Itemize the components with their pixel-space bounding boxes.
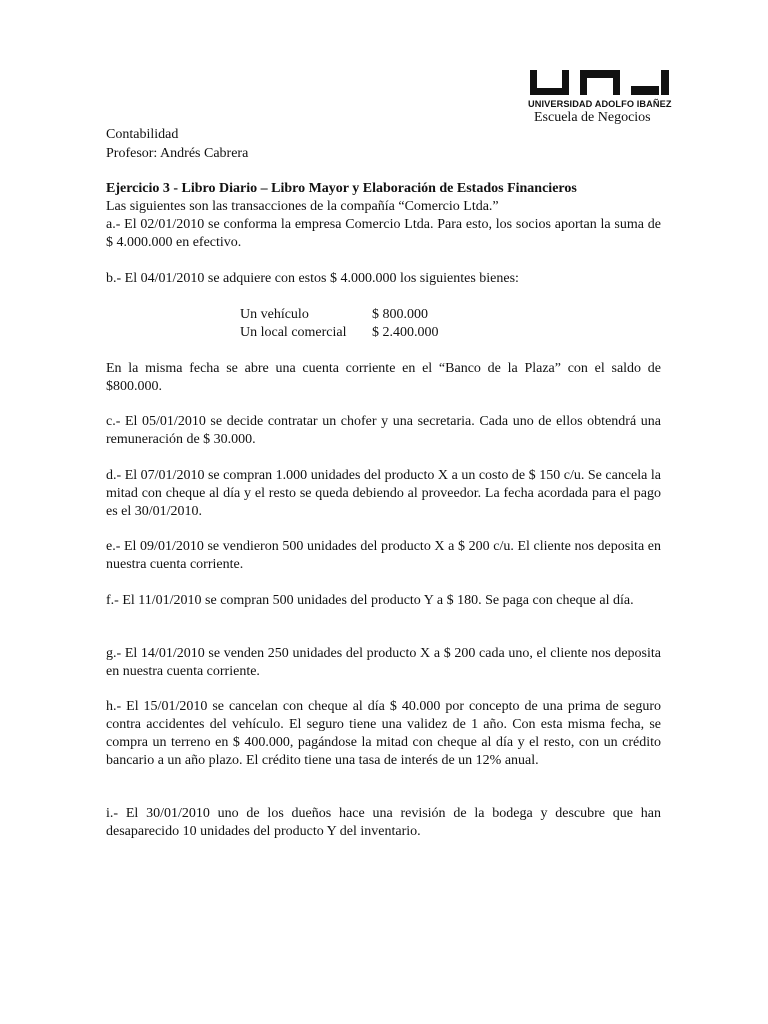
item-h: h.- El 15/01/2010 se cancelan con cheque al día $ 40.000 por concepto de una prima de seguro contra accidentes del vehículo. El seguro tiene una validez de 1 año. Con esta misma fecha, se compra un terreno en $ 400.000, pagándose la mitad con cheque al día y el resto, con un crédito bancario a un año plazo. El crédito tiene una tasa de interés de un 12% anual. xyxy=(106,699,661,768)
item-d: d.- El 07/01/2010 se compran 1.000 unidades del producto X a un costo de $ 150 c/u. Se cancela la mitad con cheque al día y el resto se queda debiendo al proveedor. La fecha acordada para el pago es el 30/01/2010. xyxy=(106,468,661,519)
asset-row xyxy=(240,324,439,342)
item-f: f.- El 11/01/2010 se compran 500 unidades del producto Y a $ 180. Se paga con cheque al día. xyxy=(106,593,634,608)
item-c: c.- El 05/01/2010 se decide contratar un chofer y una secretaria. Cada uno de ellos obtendrá una remuneración de $ 30.000. xyxy=(106,414,661,447)
assets-list xyxy=(240,306,439,342)
item-e: e.- El 09/01/2010 se vendieron 500 unidades del producto X a $ 200 c/u. El cliente nos deposita en nuestra cuenta corriente. xyxy=(106,539,661,572)
item-b: b.- El 04/01/2010 se adquiere con estos $ 4.000.000 los siguientes bienes: xyxy=(106,271,519,286)
asset-name: Un vehículo xyxy=(240,307,309,322)
item-g: g.- El 14/01/2010 se venden 250 unidades del producto X a $ 200 cada uno, el cliente nos deposita en nuestra cuenta corriente. xyxy=(106,646,661,679)
university-logo xyxy=(528,68,672,109)
uai-logo-icon xyxy=(528,68,672,96)
university-name: UNIVERSIDAD ADOLFO IBAÑEZ xyxy=(528,99,672,109)
item-a: a.- El 02/01/2010 se conforma la empresa Comercio Ltda. Para esto, los socios aportan la suma de $ 4.000.000 en efectivo. xyxy=(106,217,661,250)
professor-name: Profesor: Andrés Cabrera xyxy=(106,146,249,161)
exercise-intro: Las siguientes son las transacciones de la compañía “Comercio Ltda.” xyxy=(106,199,499,214)
asset-row xyxy=(240,306,439,324)
course-name: Contabilidad xyxy=(106,127,179,142)
asset-name: Un local comercial xyxy=(240,325,347,340)
school-name: Escuela de Negocios xyxy=(534,110,651,125)
asset-value: $ 800.000 xyxy=(372,307,428,322)
asset-value: $ 2.400.000 xyxy=(372,325,439,340)
item-b-note: En la misma fecha se abre una cuenta corriente en el “Banco de la Plaza” con el saldo de $800.000. xyxy=(106,361,661,394)
item-i: i.- El 30/01/2010 uno de los dueños hace una revisión de la bodega y descubre que han desaparecido 10 unidades del producto Y del inventario. xyxy=(106,806,661,839)
exercise-title: Ejercicio 3 - Libro Diario – Libro Mayor y Elaboración de Estados Financieros xyxy=(106,181,577,196)
